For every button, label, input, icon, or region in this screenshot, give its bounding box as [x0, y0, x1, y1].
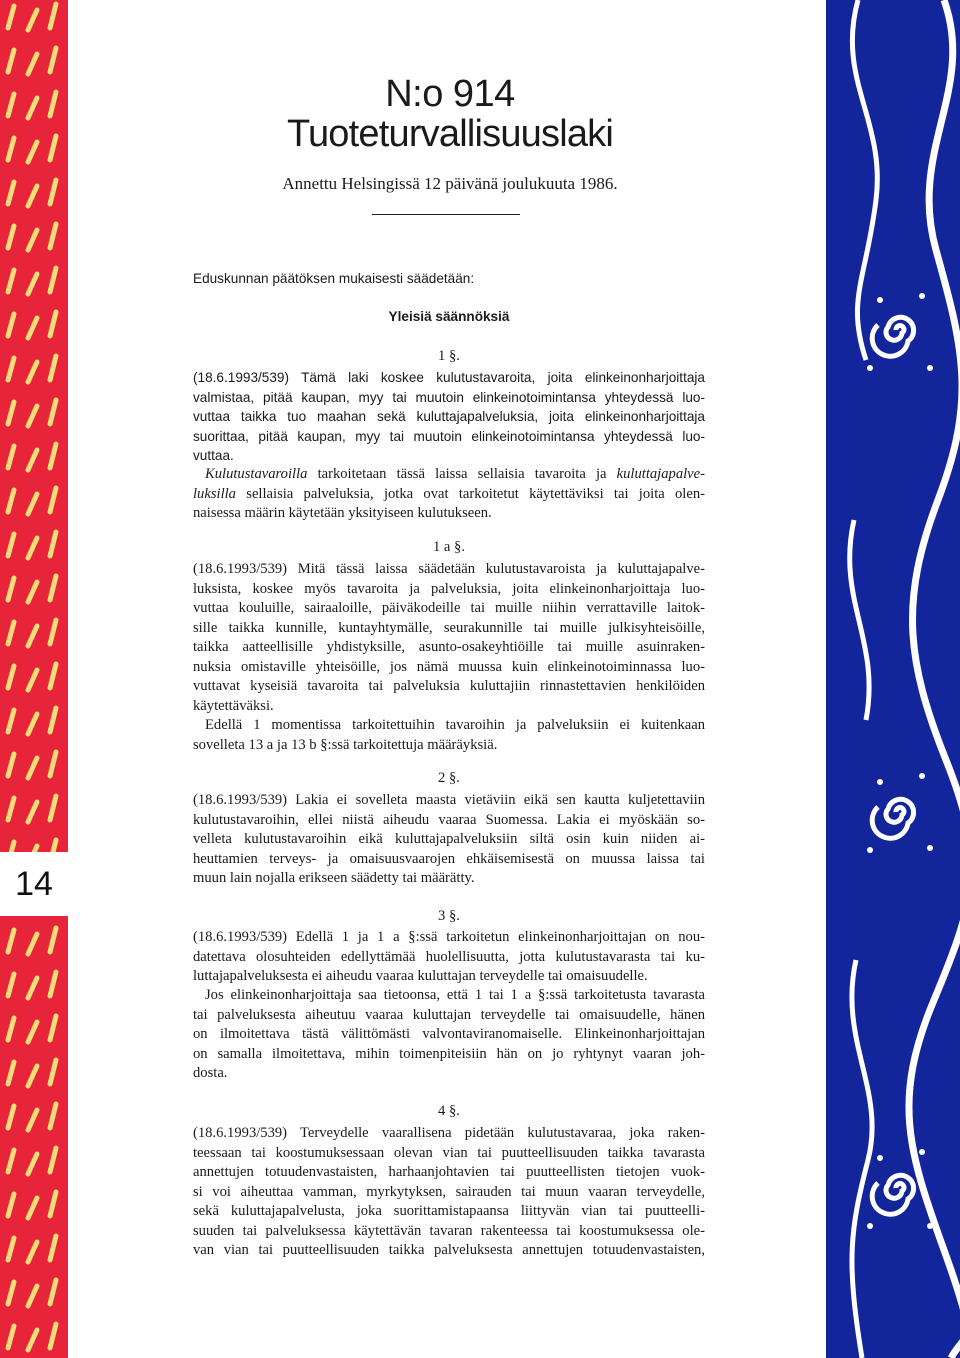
section-1a-paragraph-2: Edellä 1 momentissa tarkoitettuihin tavaroihin ja palveluksiin ei kuitenkaan sovelleta 13 a ja 13 b §:ssä tarkoitettuja määräyksiä.	[193, 717, 705, 753]
spiral-icon	[872, 317, 913, 356]
law-title: Tuoteturvallisuuslaki	[286, 113, 614, 155]
title-divider	[372, 214, 520, 215]
enactment-date: Annettu Helsingissä 12 päivänä joulukuuta 1986.	[282, 174, 618, 193]
wave-swirl-pattern-icon	[826, 0, 960, 1358]
law-number: N:o 914	[385, 73, 515, 115]
section-1a-paragraph-1: (18.6.1993/539) Mitä tässä laissa säädetään kulutustavaroista ja kuluttajapalve- luksista, koskee myös tavaroita ja palveluksia, joita elinkeinonharjoittaja luo- vuttaa kouluille, sairaaloille, päiväkodeille tai muille niihin verrattaville laitok- sille taikka kunnille, kuntayhtymälle, seurakunnille tai muille julkisyhteisöille, taikka aatteellisille yhdistyksille, asunto-osakeyhtiöille tai muille asuinraken- nuksia omistaville yhteisöille, jos nämä muussa kuin elinkeinotoiminnassa luo- vuttavat kyseisiä tavaroita tai palveluksia kuluttajiin rinnastettavien henkilöiden käytettäväksi.	[193, 561, 705, 714]
left-decorative-band	[0, 0, 68, 1358]
section-3-paragraph-2: Jos elinkeinonharjoittaja saa tietoonsa, että 1 tai 1 a §:ssä tarkoitetusta tavarasta tai palveluksesta aiheutuu vaaraa kuluttajan terveydelle tai omaisuudelle, hänen on ilmoitettava tästä välittömästi valvontaviranomaiselle. Elinkeinonharjoittajan on samalla ilmoitettava, mihin toimenpiteisiin hän on jo ryhtynyt vaaran joh- dosta.	[193, 987, 705, 1081]
right-decorative-band	[826, 0, 960, 1358]
page-number: 14	[0, 852, 68, 916]
intro-text: Eduskunnan päätöksen mukaisesti säädetään:	[193, 271, 475, 286]
dash-pattern-icon	[0, 0, 68, 1358]
section-2-paragraph-1: (18.6.1993/539) Lakia ei sovelleta maasta vietäviin eikä sen kautta kuljetettaviin kulutustavaroihin, ellei niistä aiheudu vaaraa Suomessa. Lakia ei myöskään so- velleta kulutustavaroihin eikä kuluttajapalveluksiin siltä osin kuin niiden ai- heuttamien terveys- ja omaisuusvaarojen ehkäisemisestä on muussa laissa tai muun lain nojalla erikseen säädetty tai määrätty.	[193, 792, 705, 886]
chapter-heading: Yleisiä säännöksiä	[388, 309, 510, 324]
section-1-paragraph-2: Kulutustavaroilla tarkoitetaan tässä laissa sellaisia tavaroita ja kuluttajapalve- luksilla sellaisia palveluksia, jotka ovat tarkoitetut käytettäviksi tai joita olen- naisessa määrin käytetään yksityiseen kulutukseen.	[193, 466, 705, 521]
section-1a-number: 1 a §.	[432, 539, 466, 555]
section-2-number: 2 §.	[438, 770, 460, 786]
section-3-number: 3 §.	[438, 908, 460, 924]
section-4-number: 4 §.	[438, 1103, 460, 1119]
spiral-icon	[872, 1175, 913, 1214]
spiral-icon	[872, 799, 913, 838]
section-1-number: 1 §.	[438, 348, 460, 364]
section-1-paragraph-1: (18.6.1993/539) Tämä laki koskee kulutustavaroita, joita elinkeinonharjoittaja valmistaa, pitää kaupan, myy tai muutoin elinkeinotoimintansa yhteydessä luo- vuttaa taikka tuo maahan sekä kuluttajapalveluksia, joita elinkeinonharjoittaja suorittaa, pitää kaupan, myy tai muutoin elinkeinotoimintansa yhteydessä luo- vuttaa.	[193, 370, 705, 463]
section-4-paragraph-1: (18.6.1993/539) Terveydelle vaarallisena pidetään kulutustavaraa, joka raken- teessaan tai koostumuksessaan olevan vian tai puutteellisuuden taikka tavarasta annettujen totuudenvastaisten, harhaanjohtavien tai puutteellisten tietojen vuok- si voi aiheuttaa vamman, myrkytyksen, sairauden tai muun vaaran terveydelle, sekä kuluttajapalvelusta, joka suorittamistapaansa liittyvän vian tai puutteelli- suuden tai palveluksessa käytettävän tavaran rakenteessa tai koostumuksessa ole- van vian tai puutteellisuuden taikka palveluksesta annettujen totuudenvastaisten,	[193, 1125, 705, 1258]
section-3-paragraph-1: (18.6.1993/539) Edellä 1 ja 1 a §:ssä tarkoitetun elinkeinonharjoittajan on nou- datettava olosuhteiden edellyttämää huolellisuutta, jotta kulutustavarasta tai ku- luttajapalveluksesta ei aiheudu vaaraa kuluttajan terveydelle tai omaisuudelle.	[193, 929, 705, 984]
